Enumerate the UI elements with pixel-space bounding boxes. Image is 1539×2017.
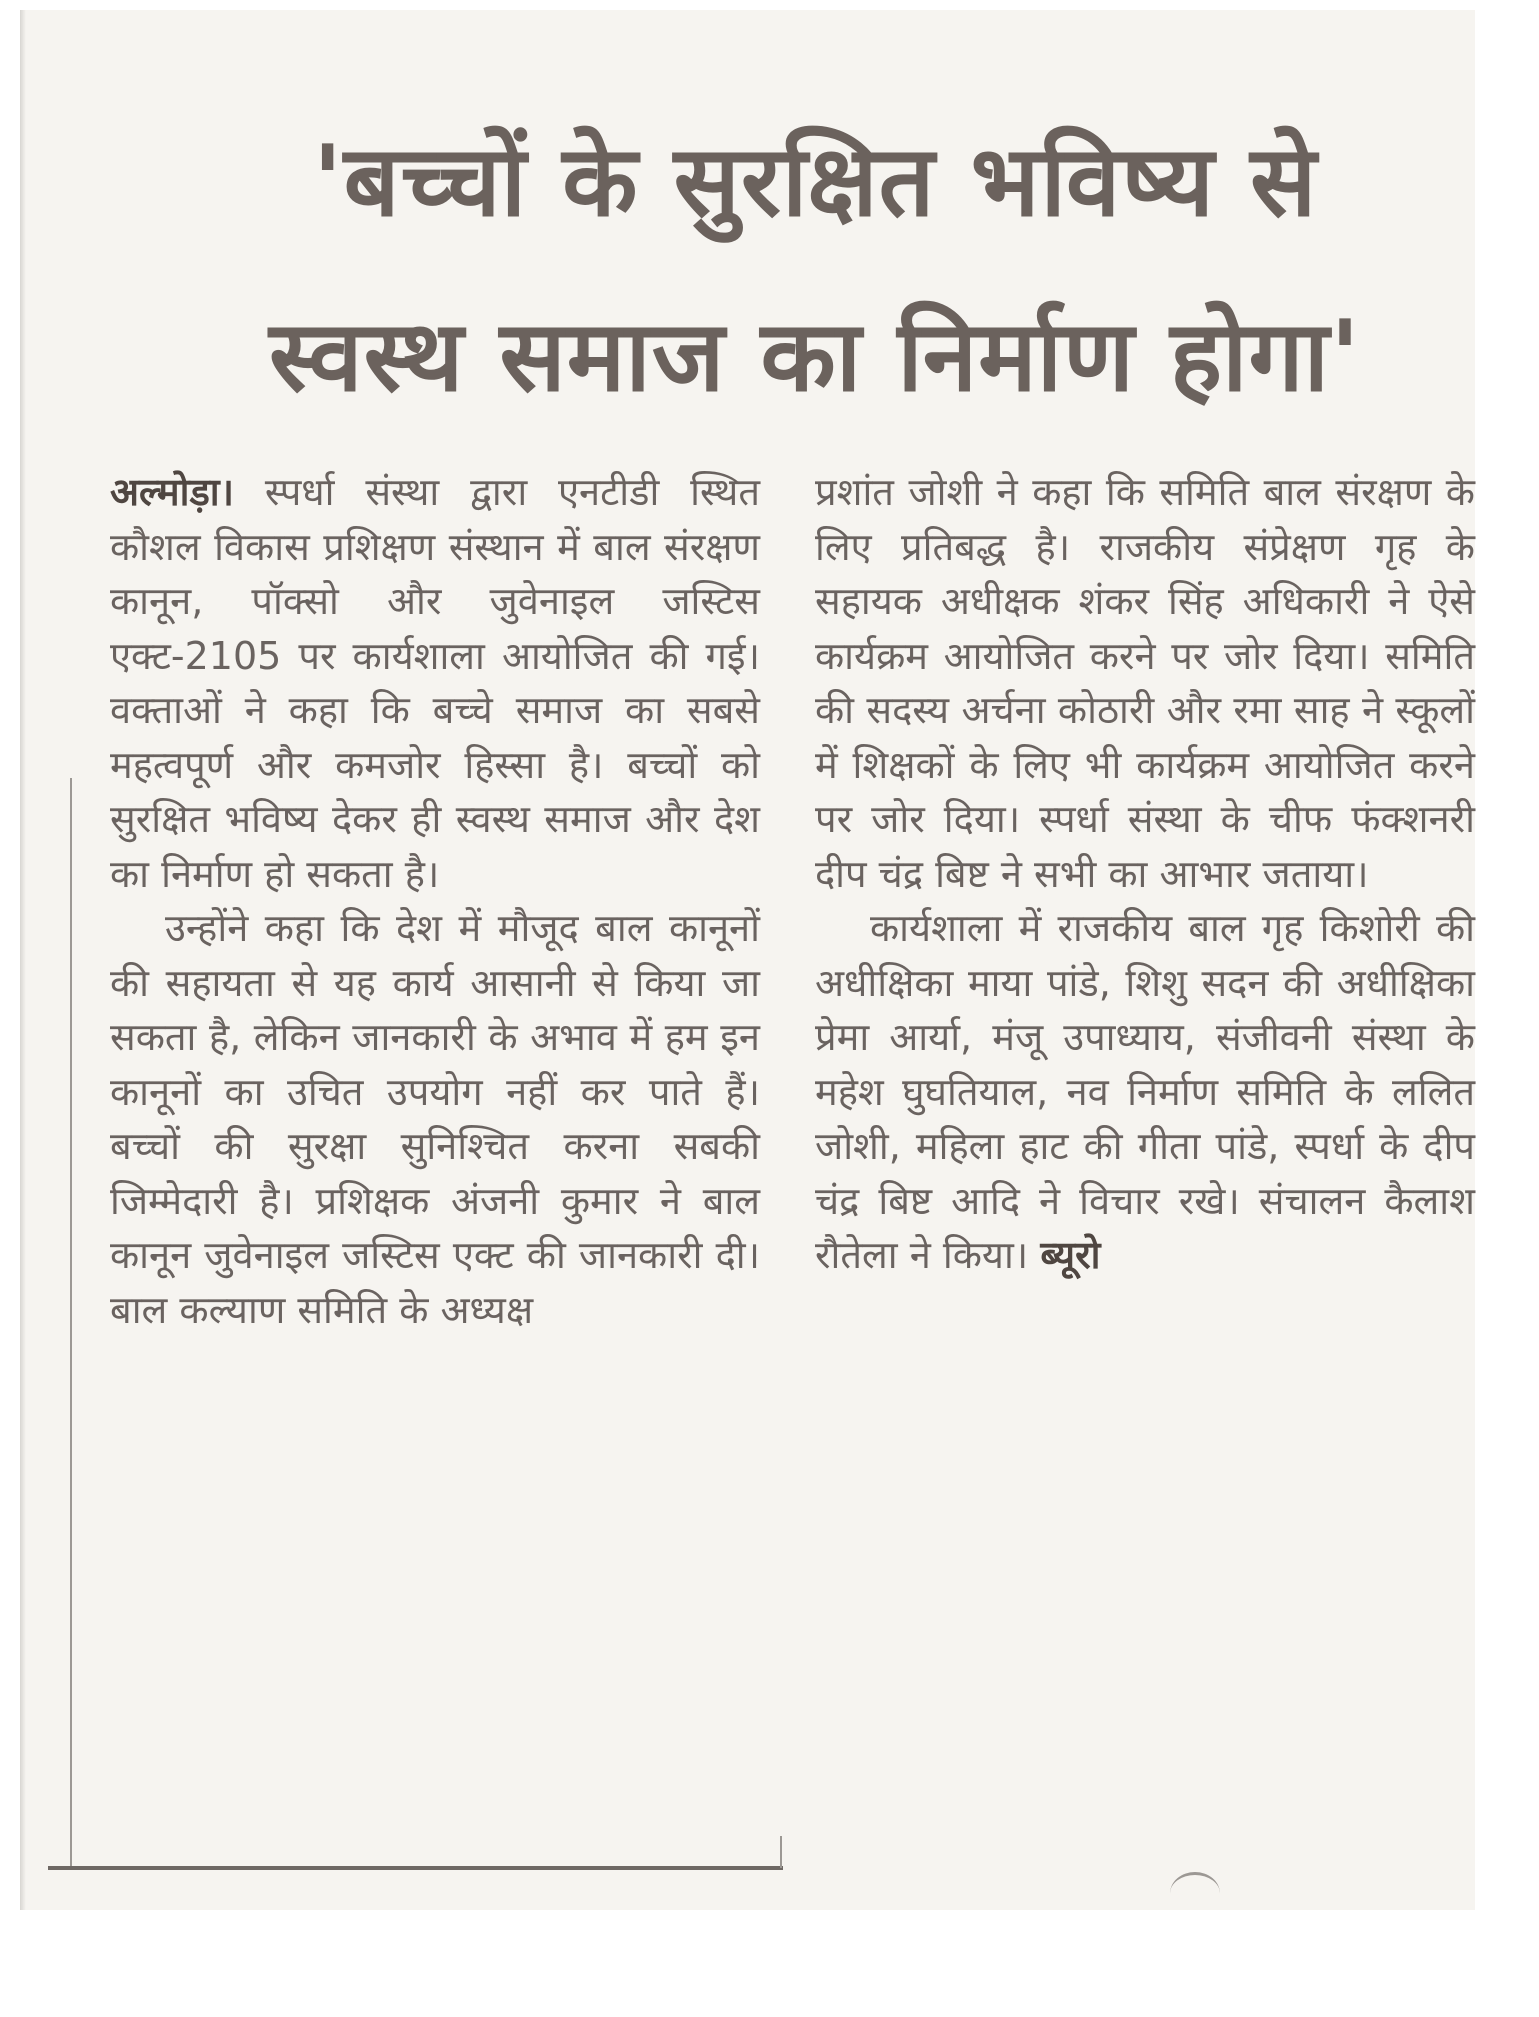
article-paragraph	[110, 465, 760, 901]
dateline: अल्मोड़ा।	[110, 470, 235, 514]
headline	[190, 95, 1440, 445]
column-border-left	[70, 778, 72, 1868]
byline: ब्यूरो	[1040, 1233, 1101, 1277]
cropped-text-fragment	[1170, 1872, 1220, 1915]
headline-line-2: स्वस्थ समाज का निर्माण होगा'	[268, 300, 1362, 414]
column-border-bottom	[48, 1866, 783, 1870]
article-column-left	[110, 465, 760, 1337]
paragraph-text: कार्यशाला में राजकीय बाल गृह किशोरी की अधीक्षिका माया पांडे, शिशु सदन की अधीक्षिका प्रेमा आर्या, मंजू उपाध्याय, संजीवनी संस्था के महेश घुघतियाल, नव निर्माण समिति के ललित जोशी, महिला हाट की गीता पांडे, स्पर्धा के दीप चंद्र बिष्ट आदि ने विचार रखे। संचालन कैलाश रौतेला ने किया।	[815, 906, 1475, 1277]
column-border-right	[780, 1836, 782, 1868]
headline-line-1: 'बच्चों के सुरक्षित भविष्य से	[312, 125, 1318, 239]
article-paragraph: उन्होंने कहा कि देश में मौजूद बाल कानूनों की सहायता से यह कार्य आसानी से किया जा सकता है, लेकिन जानकारी के अभाव में हम इन कानूनों का उचित उपयोग नहीं कर पाते हैं। बच्चों की सुरक्षा सुनिश्चित करना सबकी जिम्मेदारी है। प्रशिक्षक अंजनी कुमार ने बाल कानून जुवेनाइल जस्टिस एक्ट की जानकारी दी। बाल कल्याण समिति के अध्यक्ष	[110, 906, 760, 1332]
article-paragraph	[815, 901, 1475, 1283]
paragraph-text: स्पर्धा संस्था द्वारा एनटीडी स्थित कौशल विकास प्रशिक्षण संस्थान में बाल संरक्षण कानून, पॉक्सो और जुवेनाइल जस्टिस एक्ट-2105 पर कार्यशाला आयोजित की गई। वक्ताओं ने कहा कि बच्चे समाज का सबसे महत्वपूर्ण और कमजोर हिस्सा है। बच्चों को सुरक्षित भविष्य देकर ही स्वस्थ समाज और देश का निर्माण हो सकता है।	[110, 470, 760, 896]
article-column-right	[815, 465, 1475, 1283]
article-paragraph: प्रशांत जोशी ने कहा कि समिति बाल संरक्षण के लिए प्रतिबद्ध है। राजकीय संप्रेक्षण गृह के सहायक अधीक्षक शंकर सिंह अधिकारी ने ऐसे कार्यक्रम आयोजित करने पर जोर दिया। समिति की सदस्य अर्चना कोठारी और रमा साह ने स्कूलों में शिक्षकों के लिए भी कार्यक्रम आयोजित करने पर जोर दिया। स्पर्धा संस्था के चीफ फंक्शनरी दीप चंद्र बिष्ट ने सभी का आभार जताया।	[815, 470, 1475, 896]
